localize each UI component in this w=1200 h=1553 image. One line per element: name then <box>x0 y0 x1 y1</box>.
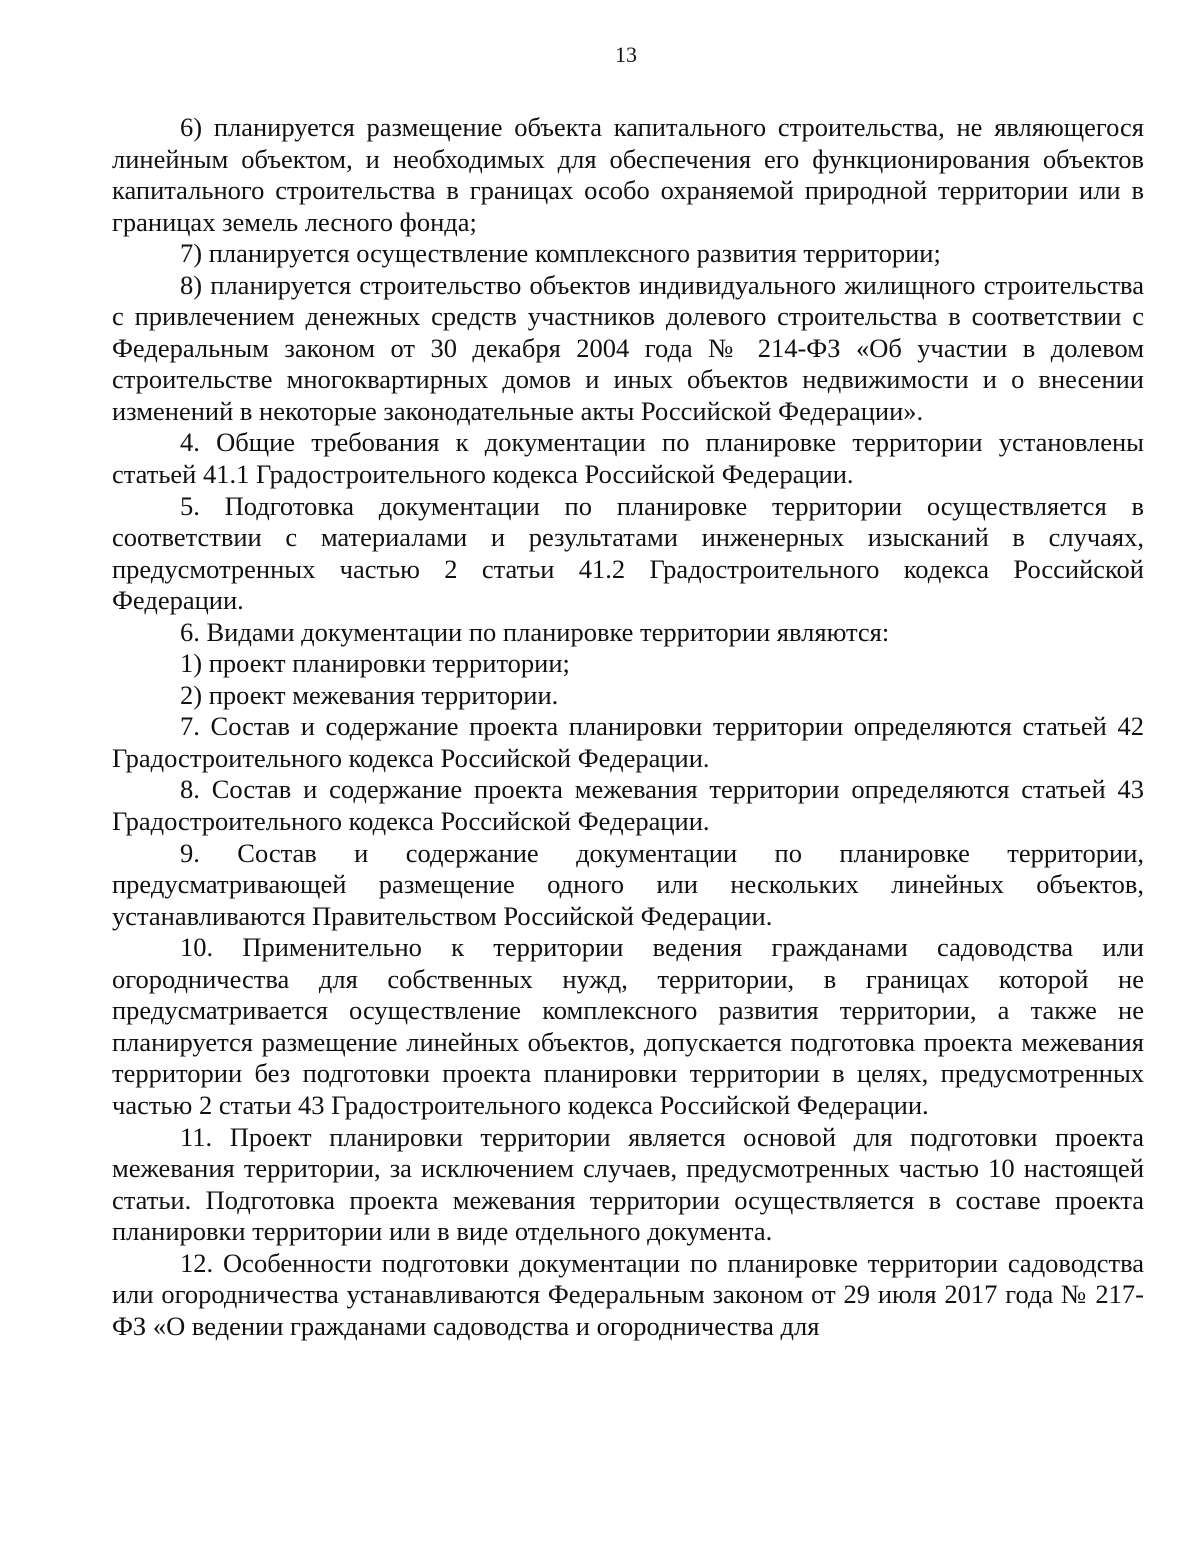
paragraph-subitem-2: 2) проект межевания территории. <box>180 679 559 710</box>
paragraph-section-9: 9. Состав и содержание документации по планировке территории, предусматривающей размещение одного или нескольких линейных объектов, устанавливаются Правительством Российской Федерации. <box>112 837 1144 931</box>
paragraph-item-6: 6) планируется размещение объекта капитального строительства, не являющегося линейным объектом, и необходимых для обеспечения его функционирования объектов капитального строительства в границах особо охраняемой природной территории или в границах земель лесного фонда; <box>112 112 1144 237</box>
paragraph-section-8: 8. Состав и содержание проекта межевания территории определяются статьей 43 Градостроительного кодекса Российской Федерации. <box>112 774 1144 837</box>
paragraph-section-12: 12. Особенности подготовки документации по планировке территории садоводства или огородничества устанавливаются Федеральным законом от 29 июля 2017 года № 217-ФЗ «О ведении гражданами садоводства и огородничества для <box>112 1247 1144 1341</box>
paragraph-section-11: 11. Проект планировки территории является основой для подготовки проекта межевания территории, за исключением случаев, предусмотренных частью 10 настоящей статьи. Подготовка проекта межевания территории осуществляется в составе проекта планировки территории или в виде отдельного документа. <box>112 1121 1144 1247</box>
document-body <box>112 112 1144 1342</box>
paragraph-item-7: 7) планируется осуществление комплексного развития территории; <box>180 238 941 269</box>
paragraph-section-7: 7. Состав и содержание проекта планировки территории определяются статьей 42 Градостроительного кодекса Российской Федерации. <box>112 711 1144 773</box>
paragraph-section-5: 5. Подготовка документации по планировке территории осуществляется в соответствии с материалами и результатами инженерных изысканий в случаях, предусмотренных частью 2 статьи 41.2 Градостроительного кодекса Российской Федерации. <box>112 490 1144 616</box>
paragraph-item-8: 8) планируется строительство объектов индивидуального жилищного строительства с привлечением денежных средств участников долевого строительства в соответствии с Федеральным законом от 30 декабря 2004 года № 214-ФЗ «Об участии в долевом строительстве многоквартирных домов и иных объектов недвижимости и о внесении изменений в некоторые законодательные акты Российской Федерации». <box>112 269 1144 426</box>
paragraph-subitem-1: 1) проект планировки территории; <box>180 648 570 679</box>
paragraph-section-6: 6. Видами документации по планировке территории являются: <box>180 616 890 647</box>
paragraph-section-10: 10. Применительно к территории ведения гражданами садоводства или огородничества для собственных нужд, территории, в границах которой не предусматривается осуществление комплексного развития территории, а также не планируется размещение линейных объектов, допускается подготовка проекта межевания территории без подготовки проекта планировки территории в целях, предусмотренных частью 2 статьи 43 Градостроительного кодекса Российской Федерации. <box>112 932 1144 1120</box>
page-number: 13 <box>615 42 637 67</box>
paragraph-section-4: 4. Общие требования к документации по планировке территории установлены статьей 41.1 Градостроительного кодекса Российской Федерации. <box>112 427 1144 490</box>
